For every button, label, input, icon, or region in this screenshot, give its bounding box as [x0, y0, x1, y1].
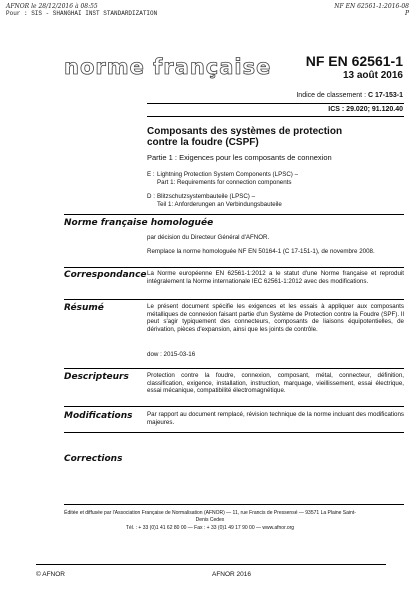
norm-reference: NF EN 62561-1: [305, 53, 403, 69]
norme-francaise-logo: norme française: [64, 55, 272, 79]
correspondance-title: Correspondance: [64, 270, 147, 280]
homologuee-decision: par décision du Directeur Général d'AFNOR.: [147, 234, 270, 241]
translation-value: [157, 171, 397, 186]
bottom-rule: [36, 564, 386, 565]
copyright: © AFNOR: [36, 571, 65, 578]
section-rule: [64, 406, 404, 407]
download-stamp: AFNOR le 28/12/2016 à 08:55: [6, 3, 98, 10]
afnor-year: AFNOR 2016: [212, 571, 252, 578]
footer-rule: [64, 504, 404, 505]
translation-english: [147, 171, 397, 187]
translation-key: E :: [147, 171, 155, 178]
modifications-text: Par rapport au document remplacé, révision technique de la norme incluant des modifications majeures.: [147, 411, 404, 426]
publisher-address: Éditée et diffusée par l'Association Française de Normalisation (AFNOR) — 11, rue Francis de Pressensé — 93571 La Plaine Saint-Denis Cedex: [64, 510, 356, 523]
translation-line: Teil 1: Anforderungen an Verbindungsbauteile: [157, 200, 282, 208]
descripteurs-text: Protection contre la foudre, connexion, composant, métal, connecteur, définition, classification, exigence, installation, instruction, marquage, vieillissement, essai électrique, essai mécanique, compatibilité électromagnétique.: [147, 372, 404, 394]
homologuee-title: Norme française homologuée: [64, 218, 214, 228]
resume-title: Résumé: [64, 303, 104, 313]
modifications-title: Modifications: [64, 411, 133, 421]
resume-text: Le présent document spécifie les exigences et les essais à appliquer aux composants métalliques de connexion faisant partie d'un Système de Protection contre la Foudre (SPF). Il peut s'agir typiquement des connecteurs, composants de liaisons équipotentielles, de dérivation, pièces d'expansion, ainsi que les joints de contrôle.: [147, 303, 404, 333]
document-id: NF EN 62561-1:2016-08: [334, 3, 409, 10]
title-line-2: contre la foudre (CSPF): [147, 137, 259, 148]
translation-line: Lightning Protection System Components (LPSC) –: [157, 171, 299, 178]
translation-line: Part 1: Requirements for connection components: [157, 178, 292, 186]
page-marker: P: [404, 10, 409, 17]
ics-codes: ICS : 29.020; 91.120.40: [328, 106, 403, 113]
publisher-contact: Tél. : + 33 (0)1 41 62 80 00 — Fax : + 33 (0)1 49 17 90 00 — www.afnor.org: [125, 525, 295, 531]
correspondance-text: La Norme européenne EN 62561-1:2012 a le statut d'une Norme française et reproduit intégralement la Norme internationale IEC 62561-1:2012 avec des modifications.: [147, 270, 404, 285]
translation-value: [157, 193, 397, 208]
section-rule: [64, 299, 404, 300]
section-rule: [64, 432, 404, 433]
descripteurs-title: Descripteurs: [64, 372, 129, 382]
section-rule: [64, 214, 404, 215]
document-subtitle: Partie 1 : Exigences pour les composants de connexion: [147, 153, 332, 162]
translation-key: D :: [147, 193, 155, 200]
translation-line: Blitzschutzsystembauteile (LPSC) –: [157, 193, 256, 200]
document-title: [147, 126, 397, 148]
download-recipient: Pour : SIS - SHANGHAI INST STANDARDIZATION: [6, 10, 158, 17]
section-rule: [64, 267, 404, 268]
translation-german: [147, 193, 397, 209]
corrections-title: Corrections: [64, 454, 123, 464]
section-rule: [64, 368, 404, 369]
document-id-header: [334, 3, 409, 17]
classement-label: Indice de classement :: [296, 92, 367, 99]
homologuee-remplace: Remplace la norme homologuée NF EN 50164-1 (C 17-151-1), de novembre 2008.: [147, 248, 375, 255]
norm-date: 13 août 2016: [342, 70, 403, 81]
title-line-1: Composants des systèmes de protection: [147, 126, 343, 137]
classement-index: [296, 92, 403, 99]
classement-value: C 17-153-1: [367, 92, 403, 99]
download-header: [6, 3, 157, 17]
resume-dow: dow : 2015-03-16: [147, 351, 196, 358]
